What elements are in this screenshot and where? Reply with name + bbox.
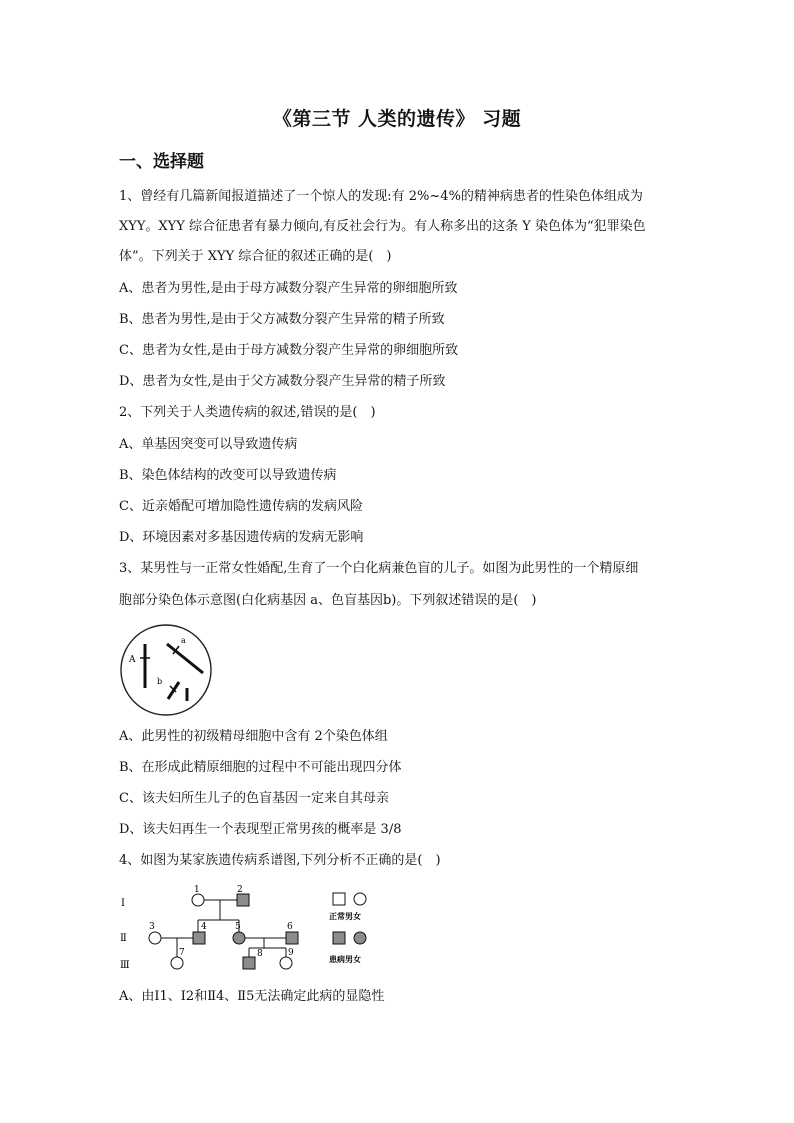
pedigree-II3-normal-female — [149, 932, 161, 944]
legend-normal-label: 正常男女 — [329, 911, 361, 921]
q4-stem: 4、如图为某家族遗传病系谱图,下列分析不正确的是( ) — [119, 853, 441, 868]
legend-affected-label: 患病男女 — [329, 954, 361, 964]
pedigree-II4-affected-male — [193, 932, 205, 944]
section-heading: 一、选择题 — [119, 152, 204, 172]
legend-normal-male — [333, 893, 345, 905]
pedigree-number-4: 4 — [201, 922, 207, 932]
pedigree-number-6: 6 — [287, 922, 293, 932]
q1-stem-line-2: XYY。XYY 综合征患者有暴力倾向,有反社会行为。有人称多出的这条 Y 染色体为“犯罪染色 — [119, 219, 646, 234]
pedigree-I2-affected-male — [237, 894, 249, 906]
q2-option-d: D、环境因素对多基因遗传病的发病无影响 — [119, 530, 364, 545]
pedigree-III9-normal-female — [280, 957, 292, 969]
pedigree-number-3: 3 — [149, 922, 155, 932]
pedigree-number-1: 1 — [194, 885, 200, 895]
pedigree-chart — [115, 882, 385, 977]
q1-option-b: B、患者为男性,是由于父方减数分裂产生异常的精子所致 — [119, 312, 445, 327]
q3-option-b: B、在形成此精原细胞的过程中不可能出现四分体 — [119, 760, 402, 775]
pedigree-II6-affected-male — [286, 932, 298, 944]
legend-affected-male — [333, 932, 345, 944]
q2-option-c: C、近亲婚配可增加隐性遗传病的发病风险 — [119, 499, 363, 514]
gene-label-a: a — [181, 636, 186, 645]
pedigree-number-5: 5 — [235, 922, 241, 932]
pedigree-number-8: 8 — [257, 949, 263, 959]
generation-label-I: Ⅰ — [121, 898, 125, 909]
pedigree-III7-normal-female — [171, 957, 183, 969]
q1-option-c: C、患者为女性,是由于母方减数分裂产生异常的卵细胞所致 — [119, 343, 459, 358]
q2-option-b: B、染色体结构的改变可以导致遗传病 — [119, 468, 337, 483]
legend-affected-female — [354, 932, 366, 944]
q3-stem-line-1: 3、某男性与一正常女性婚配,生育了一个白化病兼色盲的儿子。如图为此男性的一个精原细 — [119, 561, 639, 576]
q1-stem-line-3: 体”。下列关于 XYY 综合征的叙述正确的是( ) — [119, 249, 392, 264]
q3-option-a: A、此男性的初级精母细胞中含有 2个染色体组 — [119, 729, 388, 744]
q3-stem-line-2: 胞部分染色体示意图(白化病基因 a、色盲基因b)。下列叙述错误的是( ) — [119, 593, 537, 608]
generation-label-III: Ⅲ — [120, 960, 130, 971]
pedigree-III8-affected-male — [243, 957, 255, 969]
q3-option-d: D、该夫妇再生一个表现型正常男孩的概率是 3/8 — [119, 822, 402, 837]
pedigree-number-2: 2 — [237, 885, 243, 895]
q2-option-a: A、单基因突变可以导致遗传病 — [119, 437, 298, 452]
generation-label-II: Ⅱ — [120, 933, 127, 944]
q3-option-c: C、该夫妇所生儿子的色盲基因一定来自其母亲 — [119, 791, 389, 806]
cell-chromosome-figure — [119, 624, 215, 716]
q4-option-a: A、由Ⅰ1、Ⅰ2和Ⅱ4、Ⅱ5无法确定此病的显隐性 — [119, 989, 385, 1004]
chromosome-a — [167, 644, 203, 673]
pedigree-number-7: 7 — [179, 948, 185, 958]
gene-label-b: b — [157, 677, 163, 686]
gene-label-A: A — [129, 655, 136, 665]
pedigree-I1-normal-female — [192, 894, 204, 906]
q1-option-a: A、患者为男性,是由于母方减数分裂产生异常的卵细胞所致 — [119, 281, 458, 296]
q1-option-d: D、患者为女性,是由于父方减数分裂产生异常的精子所致 — [119, 374, 446, 389]
pedigree-II5-affected-female — [233, 932, 245, 944]
q1-stem-line-1: 1、曾经有几篇新闻报道描述了一个惊人的发现:有 2%~4%的精神病患者的性染色体组成为 — [119, 189, 643, 204]
pedigree-number-9: 9 — [288, 948, 294, 958]
legend-normal-female — [354, 893, 366, 905]
page-title: 《第三节 人类的遗传》 习题 — [272, 108, 522, 130]
q2-stem: 2、下列关于人类遗传病的叙述,错误的是( ) — [119, 405, 376, 420]
